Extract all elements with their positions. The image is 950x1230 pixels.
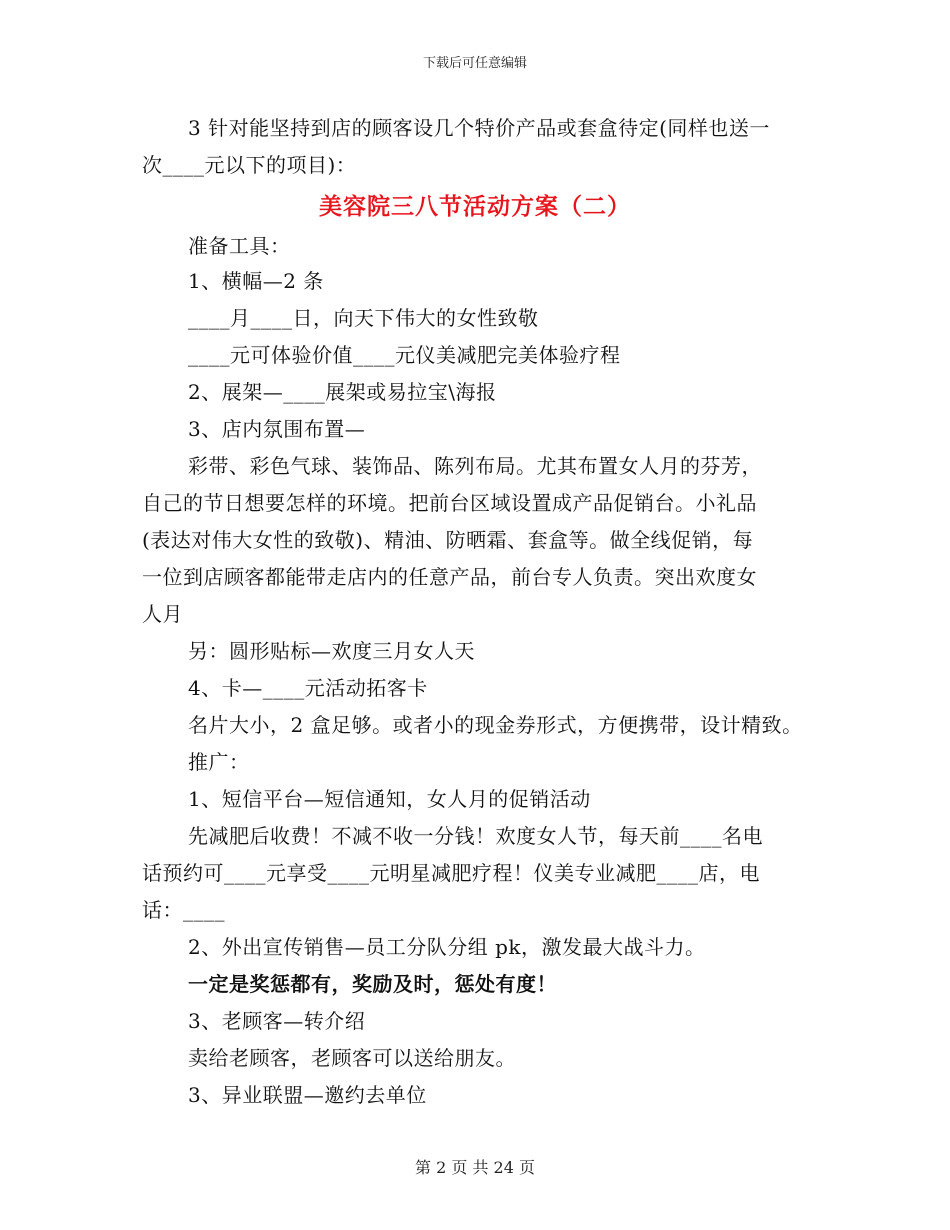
body-line: (表达对伟大女性的致敬)、精油、防晒霜、套盒等。做全线促销，每 <box>142 528 754 552</box>
body-line: 一位到店顾客都能带走店内的任意产品，前台专人负责。突出欢度女 <box>142 565 757 589</box>
body-line: 话：____ <box>142 898 225 922</box>
page-footer: 第 2 页 共 24 页 <box>415 1158 535 1177</box>
list-item: 3、老顾客—转介绍 <box>188 1009 366 1033</box>
body-line: 卖给老顾客，老顾客可以送给朋友。 <box>188 1046 516 1070</box>
list-item: 1、横幅—2 条 <box>188 269 324 293</box>
body-line: 另：圆形贴标—欢度三月女人天 <box>188 639 475 663</box>
list-item: 1、短信平台—短信通知，女人月的促销活动 <box>188 787 591 811</box>
list-item: 3、异业联盟—邀约去单位 <box>188 1083 427 1107</box>
bold-emphasis-line: 一定是奖惩都有，奖励及时，惩处有度！ <box>188 972 557 996</box>
body-line: ____月____日，向天下伟大的女性致敬 <box>188 306 539 330</box>
body-line: 准备工具： <box>188 234 291 258</box>
list-item: 2、展架—____展架或易拉宝\海报 <box>188 380 497 404</box>
body-line: 彩带、彩色气球、装饰品、陈列布局。尤其布置女人月的芬芳， <box>188 454 762 478</box>
body-line: 推广： <box>188 750 250 774</box>
list-item: 2、外出宣传销售—员工分队分组 pk，激发最大战斗力。 <box>188 935 706 959</box>
body-line: 名片大小，2 盒足够。或者小的现金券形式，方便携带，设计精致。 <box>188 713 803 737</box>
body-line: 自己的节日想要怎样的环境。把前台区域设置成产品促销台。小礼品 <box>142 491 757 515</box>
body-line: 人月 <box>142 602 183 626</box>
list-item: 4、卡—____元活动拓客卡 <box>188 676 428 700</box>
body-line: 先减肥后收费！不减不收一分钱！欢度女人节，每天前____名电 <box>188 824 763 848</box>
body-line: 3 针对能坚持到店的顾客设几个特价产品或套盒待定(同样也送一 <box>188 116 770 140</box>
body-line: 次____元以下的项目)： <box>142 153 357 177</box>
section-title: 美容院三八节活动方案（二） <box>319 193 631 220</box>
list-item: 3、店内氛围布置— <box>188 417 366 441</box>
body-line: ____元可体验价值____元仪美减肥完美体验疗程 <box>188 343 621 367</box>
body-line: 话预约可____元享受____元明星减肥疗程！仪美专业减肥____店，电 <box>142 861 760 885</box>
page-header: 下载后可任意编辑 <box>422 56 527 71</box>
